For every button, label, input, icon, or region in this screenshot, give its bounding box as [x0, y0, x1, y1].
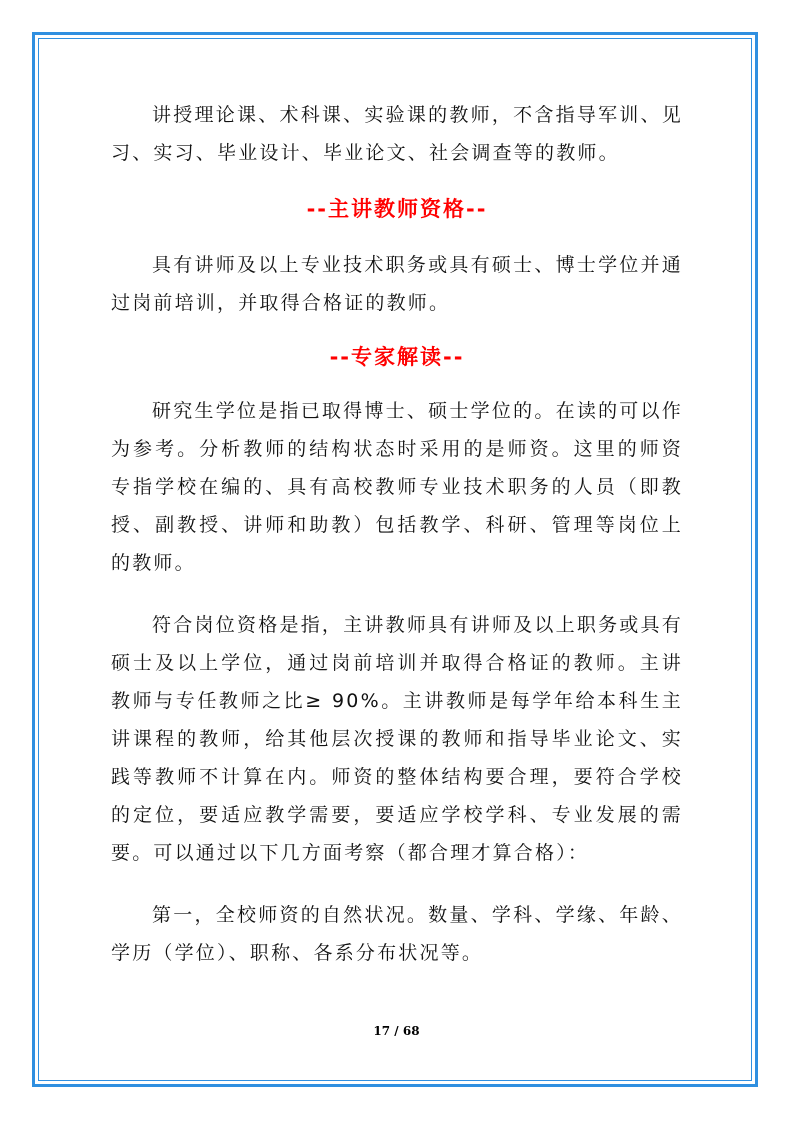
document-body	[111, 96, 683, 972]
heading-expert-interpretation: --专家解读--	[329, 345, 465, 369]
paragraph-expert-3: 第一，全校师资的自然状况。数量、学科、学缘、年龄、学历（学位）、职称、各系分布状况等。	[111, 904, 683, 964]
paragraph-qualification: 具有讲师及以上专业技术职务或具有硕士、博士学位并通过岗前培训，并取得合格证的教师。	[111, 254, 683, 314]
paragraph-expert-2: 符合岗位资格是指，主讲教师具有讲师及以上职务或具有硕士及以上学位，通过岗前培训并取得合格证的教师。主讲教师与专任教师之比≥ 90%。主讲教师是每学年给本科生主讲课程的教师，给其他层次授课的教师和指导毕业论文、实践等教师不计算在内。师资的整体结构要合理，要符合学校的定位，要适应教学需要，要适应学校学科、专业发展的需要。可以通过以下几方面考察（都合理才算合格）：	[111, 614, 683, 864]
paragraph-lecturers-scope: 讲授理论课、术科课、实验课的教师，不含指导军训、见习、实习、毕业设计、毕业论文、社会调查等的教师。	[111, 104, 683, 164]
heading-qualification: --主讲教师资格--	[306, 197, 488, 221]
paragraph-expert-1: 研究生学位是指已取得博士、硕士学位的。在读的可以作为参考。分析教师的结构状态时采用的是师资。这里的师资专指学校在编的、具有高校教师专业技术职务的人员（即教授、副教授、讲师和助教）包括教学、科研、管理等岗位上的教师。	[111, 400, 683, 574]
page-number: 17 / 68	[373, 1024, 420, 1038]
